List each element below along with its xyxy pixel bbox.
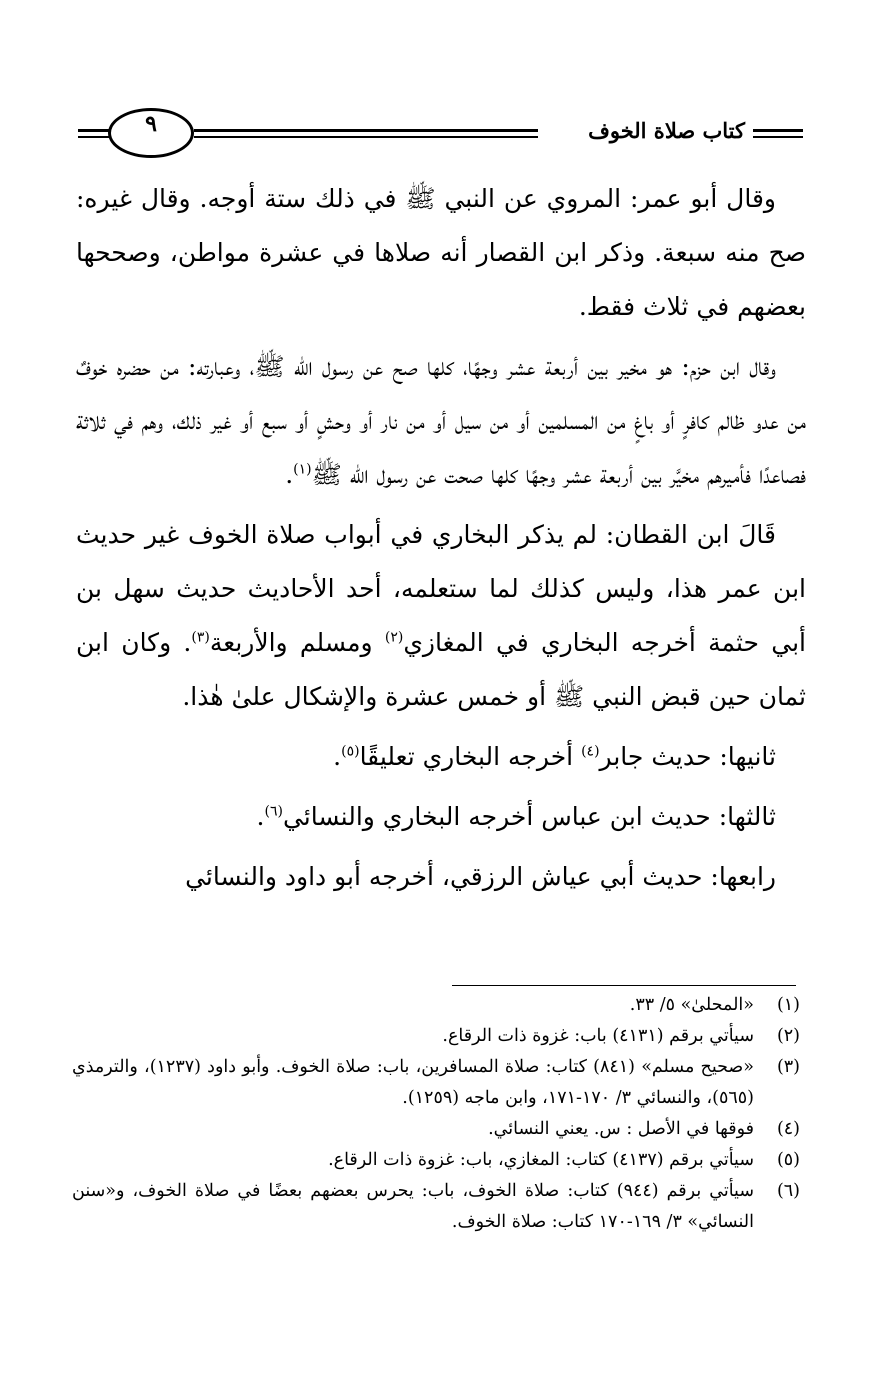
paragraph (76, 850, 806, 904)
page-number: ٩ (145, 111, 157, 137)
footnote-mark: (٢) (776, 1026, 800, 1046)
paragraph-text: وقال ابن حزم: هو مخير بين أربعة عشر وجهًا، كلها صح عن رسول الله ﷺ، وعبارته: من حضره خوفٌ من عدو ظالم كافرٍ أو باغٍ من المسلمين أو من سيل أو من نار أو وحشٍ أو سبع أو غير ذلك، وهم في ثلاثة فصاعدًا فأميرهم مخيَّر بين أربعة عشر وجهًا كلها صحت عن رسول الله ﷺ (76, 352, 806, 489)
footnote-text: سيأتي برقم (٩٤٤) كتاب: صلاة الخوف، باب: يحرس بعضهم بعضًا في صلاة الخوف، و«سنن النسائي» ٣/ ١٦٩-١٧٠ كتاب: صلاة الخوف. (72, 1181, 754, 1232)
footnote (72, 1052, 800, 1114)
paragraph-text: ومسلم والأربعة (209, 628, 373, 657)
footnote-mark: (٣) (776, 1057, 800, 1077)
paragraph (76, 508, 806, 724)
footnote-mark: (٥) (776, 1150, 800, 1170)
running-header-title: كتاب صلاة الخوف (588, 118, 745, 143)
paragraph: ثانيها: حديث جابر$^{(٤)}$ أخرجه البخاري تعليقًا$^{(٥)}$. (333, 742, 776, 771)
paragraph: ثالثها: حديث ابن عباس أخرجه البخاري والنسائي$^{(٦)}$. (256, 802, 776, 831)
footnote-ref[interactable]: (٦) (264, 803, 283, 820)
footnote-text: «المحلىٰ» ٥/ ٣٣. (629, 995, 754, 1015)
paragraph-text: ثالثها: حديث ابن عباس أخرجه البخاري والنسائي (282, 802, 776, 831)
footnote-text: فوقها في الأصل : س. يعني النسائي. (488, 1119, 754, 1139)
paragraph-text: وقال أبو عمر: المروي عن النبي ﷺ في ذلك ستة أوجه. وقال غيره: صح منه سبعة. وذكر ابن القصار أنه صلاها في عشرة مواطن، وصححها بعضهم في ثلاث فقط. (76, 184, 806, 321)
footnote (72, 1114, 800, 1145)
footnote (72, 1021, 800, 1052)
header-rule-left-top (78, 129, 112, 132)
header-rule-left-bottom (78, 136, 112, 138)
paragraph-text: قَالَ ابن القطان: لم يذكر البخاري في أبواب صلاة الخوف غير حديث ابن عمر هذا، وليس كذلك لما ستعلمه، أحد الأحاديث حديث سهل بن أبي حثمة أخرجه البخاري في المغازي (76, 520, 806, 657)
footnote-ref[interactable]: (٣) (191, 629, 210, 646)
footnote-ref[interactable]: (٢) (384, 629, 404, 646)
footnotes (72, 990, 800, 1238)
main-text (76, 172, 806, 904)
footnote-ref[interactable]: (٥) (341, 743, 360, 760)
footnote-text: «صحيح مسلم» (٨٤١) كتاب: صلاة المسافرين، باب: صلاة الخوف. وأبو داود (١٢٣٧)، والترمذي (٥٦٥)، والنسائي ٣/ ١٧٠-١٧١، وابن ماجه (١٢٥٩). (72, 1057, 754, 1108)
header-rule-middle-top (194, 129, 538, 132)
footnote-ref[interactable]: (١) (293, 461, 312, 478)
footnote-separator (452, 985, 796, 986)
footnote-mark: (١) (776, 995, 800, 1015)
paragraph-text: أخرجه البخاري تعليقًا (359, 742, 574, 771)
footnote (72, 1176, 800, 1238)
header-rule-right-top (753, 129, 803, 132)
header-rule-middle-bottom (194, 136, 538, 138)
header-rule-right-bottom (753, 136, 803, 138)
paragraph-text: رابعها: حديث أبي عياش الرزقي، أخرجه أبو داود والنسائي (185, 862, 776, 891)
paragraph-text: ثانيها: حديث جابر (599, 742, 776, 771)
footnote-text: سيأتي برقم (٤١٣٧) كتاب: المغازي، باب: غزوة ذات الرقاع. (328, 1150, 754, 1170)
footnote-mark: (٦) (776, 1181, 800, 1201)
paragraph-text: . وكان ابن ثمان حين قبض النبي ﷺ أو خمس عشرة والإشكال علىٰ هٰذا. (76, 628, 806, 711)
paragraph (76, 172, 806, 334)
footnote (72, 990, 800, 1021)
footnote-text: سيأتي برقم (٤١٣١) باب: غزوة ذات الرقاع. (442, 1026, 754, 1046)
footnote-ref[interactable]: (٤) (581, 743, 600, 760)
paragraph: وقال ابن حزم: هو مخير بين أربعة عشر وجهًا، كلها صح عن رسول الله ﷺ، وعبارته: من حضره خوفٌ من عدو ظالم كافرٍ أو باغٍ من المسلمين أو من سيل أو من نار أو وحشٍ أو سبع أو غير ذلك، وهم في ثلاثة فصاعدًا فأميرهم مخيَّر بين أربعة عشر وجهًا كلها صحت عن رسول الله ﷺ$^{(١)}$. (76, 352, 806, 489)
footnote (72, 1145, 800, 1176)
footnote-mark: (٤) (776, 1119, 800, 1139)
